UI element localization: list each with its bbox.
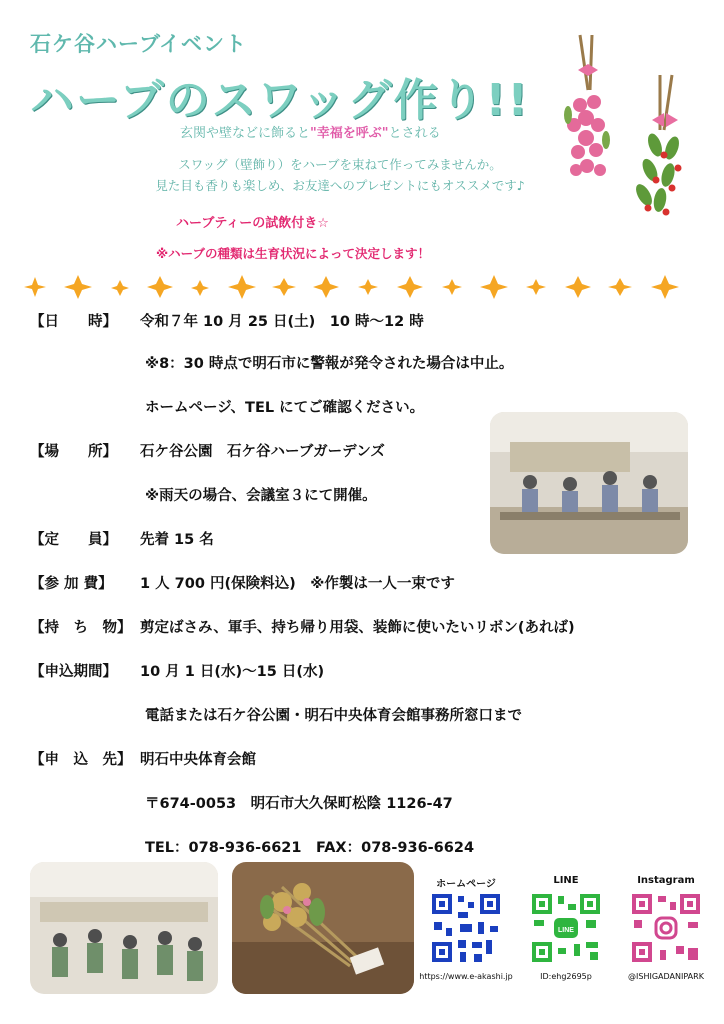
instagram-handle[interactable]: @ISHIGADANIPARK [628, 972, 704, 981]
homepage-url[interactable]: https://www.e-akashi.jp [419, 972, 513, 981]
herb-note: ※ハーブの種類は生育状況によって決定します！ [156, 246, 431, 261]
address: 〒674-0053 明石市大久保町松陰 1126-47 [145, 796, 453, 812]
intro-line-1: スワッグ（壁飾り）をハーブを束ねて作ってみませんか。 [178, 157, 502, 172]
intro-line-2: 見た目も香りも楽しめ、お友達へのプレゼントにもオススメです♪ [155, 178, 525, 193]
capacity-label: 【定 員】 [30, 532, 117, 548]
date-row [30, 310, 424, 331]
homepage-qr-code[interactable] [430, 892, 502, 964]
fee-label: 【参 加 費】 [30, 576, 113, 592]
tagline [180, 122, 441, 141]
workshop-photo [490, 412, 688, 554]
period-note: 電話または石ケ谷公園・明石中央体育会館事務所窓口まで [145, 708, 522, 724]
fee-value: 1 人 700 円(保険料込) ※作製は一人一束です [140, 576, 455, 592]
intro-text [150, 154, 530, 196]
apply-label: 【申 込 先】 [30, 752, 132, 768]
period-value: 10 月 1 日(水)～15 日(水) [140, 664, 325, 680]
bring-label: 【持 ち 物】 [30, 620, 132, 636]
pink-herb-bundle [564, 35, 610, 176]
instagram-label: Instagram [637, 875, 695, 886]
apply-value: 明石中央体育会館 [140, 752, 256, 768]
swag-photo [232, 862, 414, 994]
line-label: LINE [553, 875, 579, 886]
tagline-pre: 玄関や壁などに飾ると [180, 126, 311, 141]
tasting-note: ハーブティーの試飲付き☆ [176, 216, 329, 231]
star-divider [20, 272, 710, 302]
place-note: ※雨天の場合、会議室３にて開催。 [145, 488, 377, 504]
event-name: 石ケ谷ハーブイベント [30, 32, 248, 56]
apply-row [30, 748, 256, 769]
classroom-photo [30, 862, 218, 994]
line-qr-code[interactable] [530, 892, 602, 964]
date-label: 【日 時】 [30, 314, 117, 330]
tagline-highlight: "幸福を呼ぶ" [310, 126, 389, 141]
herb-bundle-illustration [560, 30, 710, 220]
date-value: 令和７年 10 月 25 日(土) 10 時～12 時 [140, 314, 424, 330]
bring-row [30, 616, 575, 637]
tagline-post: とされる [388, 126, 441, 141]
line-id[interactable]: ID:ehg2695p [540, 972, 592, 981]
green-herb-bundle [633, 75, 682, 216]
fee-row [30, 572, 455, 593]
instagram-qr-code[interactable] [630, 892, 702, 964]
place-value: 石ケ谷公園 石ケ谷ハーブガーデンズ [140, 444, 385, 460]
capacity-row [30, 528, 214, 549]
place-label: 【場 所】 [30, 444, 117, 460]
bring-value: 剪定ばさみ、軍手、持ち帰り用袋、装飾に使いたいリボン(あれば) [140, 620, 575, 636]
place-row [30, 440, 385, 461]
capacity-value: 先着 15 名 [140, 532, 214, 548]
homepage-label: ホームページ [436, 879, 496, 890]
date-note-1: ※8：30 時点で明石市に警報が発令された場合は中止。 [145, 356, 514, 372]
date-note-2: ホームページ、TEL にてご確認ください。 [145, 400, 425, 416]
line-logo-text: LINE [558, 927, 574, 934]
period-row [30, 660, 324, 681]
contact: TEL：078-936-6621 FAX：078-936-6624 [145, 840, 475, 856]
period-label: 【申込期間】 [30, 664, 117, 680]
page-title: ハーブのスワッグ作り!! [30, 75, 530, 126]
